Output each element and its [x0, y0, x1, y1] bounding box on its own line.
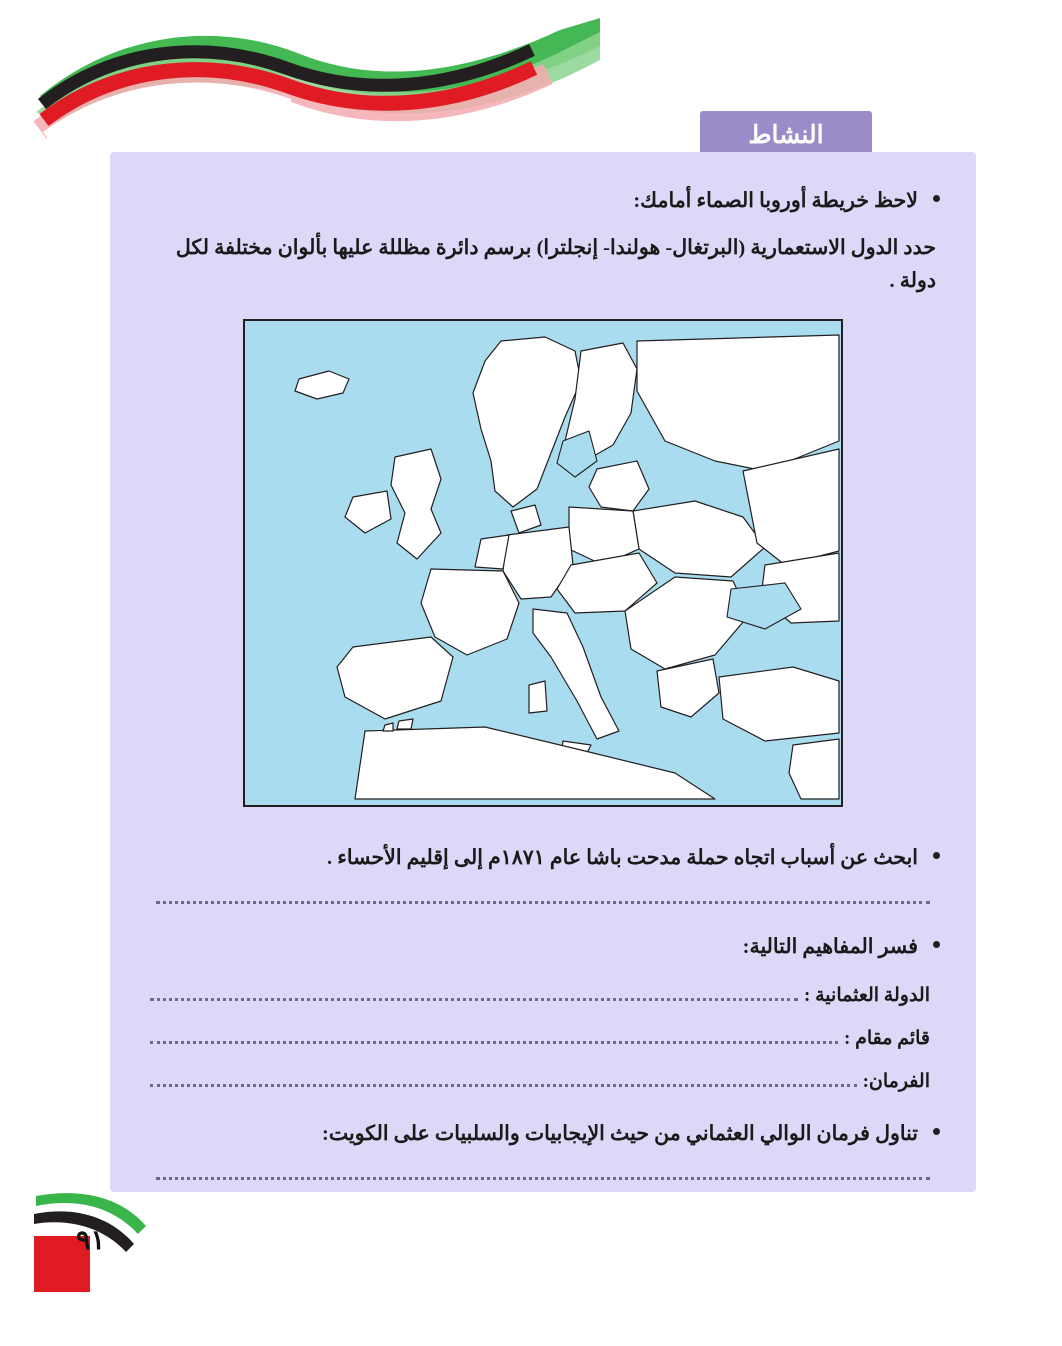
map-instruction: حدد الدول الاستعمارية (البرتغال- هولندا- إنجلترا) برسم دائرة مظللة عليها بألوان مختلفة لكل دولة . [175, 236, 936, 292]
concept-label-ottoman-state: الدولة العثمانية : [804, 984, 930, 1006]
task-explain-concepts [146, 932, 940, 964]
task-observe-map-text: لاحظ خريطة أوروبا الصماء أمامك: [633, 190, 918, 212]
task-firman-analysis-text: تناول فرمان الوالي العثماني من حيث الإيجابيات والسلبيات على الكويت: [322, 1122, 918, 1145]
task-firman-analysis [146, 1119, 940, 1151]
concept-label-firman: الفرمان: [862, 1070, 930, 1092]
concept-row-qaim-maqam [150, 1027, 930, 1050]
task-research-campaign [146, 843, 940, 875]
decorative-ribbon [0, 0, 620, 160]
answer-line-firman-analysis[interactable] [156, 1177, 930, 1180]
bullet-icon [926, 1119, 940, 1135]
concept-row-firman [150, 1070, 930, 1093]
activity-title-text: النشاط [748, 122, 824, 149]
concept-row-ottoman-state [150, 984, 930, 1007]
task-research-campaign-text: ابحث عن أسباب اتجاه حملة مدحت باشا عام ١٨٧١م إلى إقليم الأحساء . [327, 847, 918, 870]
europe-blank-map [243, 319, 843, 807]
answer-line-research[interactable] [156, 901, 930, 904]
task-explain-concepts-text: فسر المفاهيم التالية: [742, 936, 918, 959]
answer-line-qaim-maqam[interactable] [150, 1041, 838, 1044]
page-number: ٩١ [76, 1225, 106, 1255]
answer-line-ottoman-state[interactable] [150, 998, 798, 1001]
bullet-icon [926, 843, 940, 859]
activity-panel [110, 152, 976, 1192]
task-observe-map [146, 186, 940, 218]
bullet-icon [926, 932, 940, 948]
bullet-icon [926, 186, 940, 202]
concept-label-qaim-maqam: قائم مقام : [844, 1027, 930, 1049]
answer-line-firman[interactable] [150, 1084, 857, 1087]
